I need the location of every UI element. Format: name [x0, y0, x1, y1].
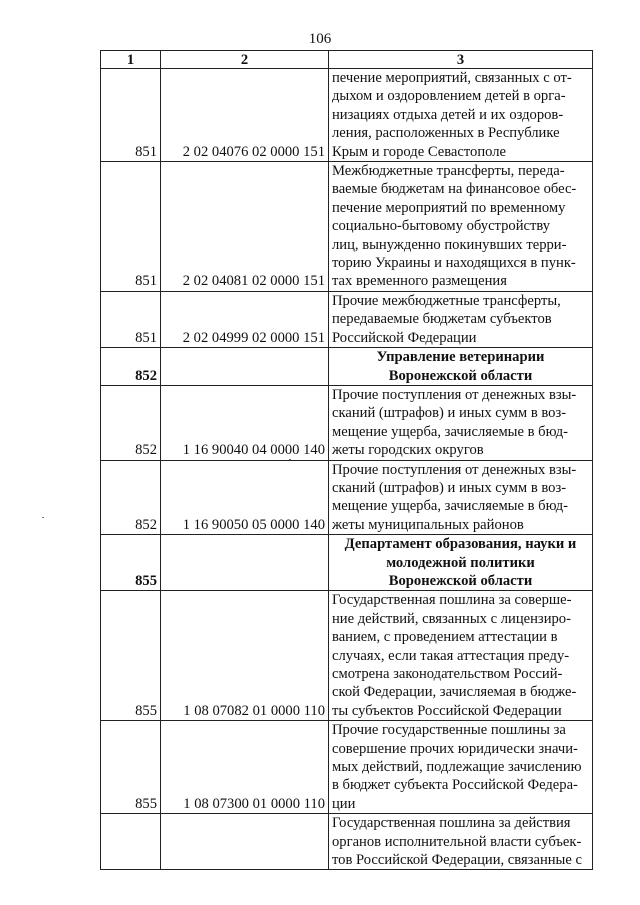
revenue-description-cell: Межбюджетные трансферты, переда- ваемые бюджетам на финансовое обес- печение мероприятий по временному социально-бытовому обустройству лиц, вынужденно покинувших терри- торию Украины и находящихся в пунк- тах временного размещения — [329, 162, 593, 292]
budget-code-cell: 2 02 04999 02 0000 151 — [161, 291, 329, 347]
table-header-row — [101, 51, 593, 69]
table-row — [101, 69, 593, 162]
administrator-code-cell: 852 — [101, 385, 161, 460]
budget-code-cell — [161, 814, 329, 870]
table-row-organization — [101, 348, 593, 386]
budget-code-cell — [161, 535, 329, 591]
revenue-description-cell: Прочие межбюджетные трансферты, передаваемые бюджетам субъектов Российской Федерации — [329, 291, 593, 347]
table-row — [101, 291, 593, 347]
revenue-description-cell: печение мероприятий, связанных с от- дыхом и оздоровлением детей в орга- низациях отдыха детей и их оздоров- ления, расположенных в Республике Крым и городе Севастополе — [329, 69, 593, 162]
administrator-code-cell: 852 — [101, 460, 161, 535]
budget-code-cell: 1 16 90040 04 0000 140 — [161, 385, 329, 460]
revenue-description-cell: Прочие поступления от денежных взы- сканий (штрафов) и иных сумм в воз- мещение ущерба, зачисляемые в бюд- жеты городских округов — [329, 385, 593, 460]
administrator-code-cell: 852 — [101, 348, 161, 386]
revenue-description-cell: Государственная пошлина за действия органов исполнительной власти субъек- тов Российской Федерации, связанные с — [329, 814, 593, 870]
table-row — [101, 460, 593, 535]
administrator-code-cell: 851 — [101, 69, 161, 162]
budget-code-cell: 1 08 07082 01 0000 110 — [161, 591, 329, 721]
column-header-1: 1 — [101, 51, 161, 69]
administrator-code-cell: 851 — [101, 162, 161, 292]
administrator-code-cell — [101, 814, 161, 870]
table-row — [101, 385, 593, 460]
scan-margin-mark — [42, 517, 44, 518]
administrator-code-cell: 851 — [101, 291, 161, 347]
revenue-description-cell: Прочие поступления от денежных взы- сканий (штрафов) и иных сумм в воз- мещение ущерба, зачисляемые в бюд- жеты муниципальных районов — [329, 460, 593, 535]
table-body — [101, 69, 593, 870]
organization-name-cell: Департамент образования, науки и молодежной политики Воронежской области — [329, 535, 593, 591]
table-row-organization — [101, 535, 593, 591]
administrator-code-cell: 855 — [101, 721, 161, 814]
budget-code-cell: 2 02 04076 02 0000 151 — [161, 69, 329, 162]
table-row — [101, 162, 593, 292]
column-header-3: 3 — [329, 51, 593, 69]
table-row — [101, 814, 593, 870]
organization-name-cell: Управление ветеринарии Воронежской области — [329, 348, 593, 386]
budget-code-cell — [161, 348, 329, 386]
budget-code-cell: 2 02 04081 02 0000 151 — [161, 162, 329, 292]
revenue-description-cell: Государственная пошлина за соверше- ние действий, связанных с лицензиро- ванием, с проведением аттестации в случаях, если такая аттестация преду- смотрена законодательством Россий- ской Федерации, зачисляемая в бюдже- ты субъектов Российской Федерации — [329, 591, 593, 721]
budget-code-cell: 1 08 07300 01 0000 110 — [161, 721, 329, 814]
page-number: 106 — [308, 31, 332, 47]
table-row — [101, 591, 593, 721]
revenue-description-cell: Прочие государственные пошлины за совершение прочих юридически значи- мых действий, подлежащие зачислению в бюджет субъекта Российской Федера- ции — [329, 721, 593, 814]
administrator-code-cell: 855 — [101, 535, 161, 591]
administrator-code-cell: 855 — [101, 591, 161, 721]
table-row — [101, 721, 593, 814]
budget-classification-table — [100, 50, 593, 870]
scan-speck — [289, 459, 291, 461]
column-header-2: 2 — [161, 51, 329, 69]
budget-code-cell: 1 16 90050 05 0000 140 — [161, 460, 329, 535]
